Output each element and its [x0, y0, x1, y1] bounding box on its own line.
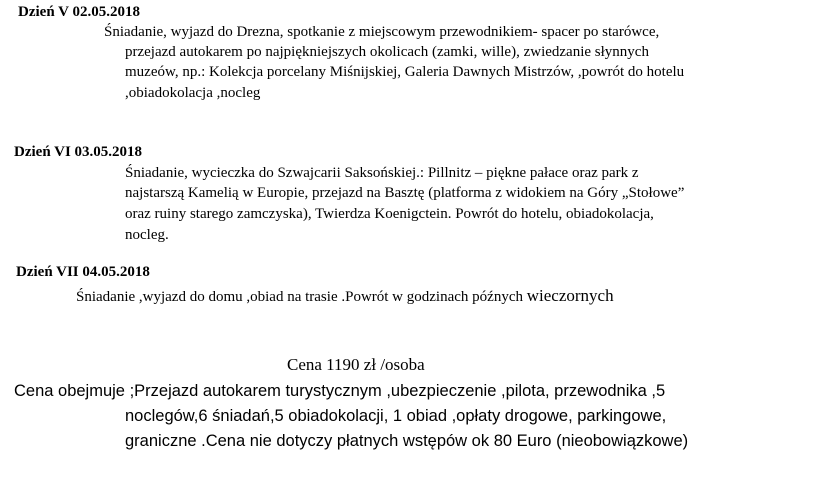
day-5-heading: Dzień V 02.05.2018 [18, 4, 140, 20]
day-6-line-2: najstarszą Kamelią w Europie, przejazd na Basztę (platforma z widokiem na Góry „Stołowe” [125, 185, 685, 201]
day-6-line-4: nocleg. [125, 227, 169, 243]
day-7-line-main: Śniadanie ,wyjazd do domu ,obiad na trasie .Powrót w godzinach późnych [76, 289, 523, 305]
includes-line-3: graniczne .Cena nie dotyczy płatnych wstępów ok 80 Euro (nieobowiązkowe) [125, 432, 689, 450]
day-5-line-3: muzeów, np.: Kolekcja porcelany Miśnijskiej, Galeria Dawnych Mistrzów, ,powrót do hotelu [125, 64, 685, 80]
day-5-line-2: przejazd autokarem po najpiękniejszych okolicach (zamki, wille), zwiedzanie słynnych [125, 44, 649, 60]
day-5-line-4: ,obiadokolacja ,nocleg [125, 85, 261, 101]
day-7-line-tail: wieczornych [526, 286, 614, 305]
day-7-line [76, 287, 614, 306]
includes-line-1: Cena obejmuje ;Przejazd autokarem turystycznym ,ubezpieczenie ,pilota, przewodnika ,5 [14, 382, 666, 400]
day-6-line-1: Śniadanie, wycieczka do Szwajcarii Saksońskiej.: Pillnitz – piękne pałace oraz park z [125, 165, 639, 181]
day-6-line-3: oraz ruiny starego zamczyska), Twierdza Koenigctein. Powrót do hotelu, obiadokolacja, [125, 206, 654, 222]
day-6-heading: Dzień VI 03.05.2018 [14, 144, 143, 160]
day-7-heading: Dzień VII 04.05.2018 [16, 264, 150, 280]
price: Cena 1190 zł /osoba [287, 355, 425, 374]
includes-line-2: noclegów,6 śniadań,5 obiadokolacji, 1 obiad ,opłaty drogowe, parkingowe, [125, 407, 667, 425]
day-5-line-1: Śniadanie, wyjazd do Drezna, spotkanie z miejscowym przewodnikiem- spacer po starówce, [104, 24, 660, 40]
